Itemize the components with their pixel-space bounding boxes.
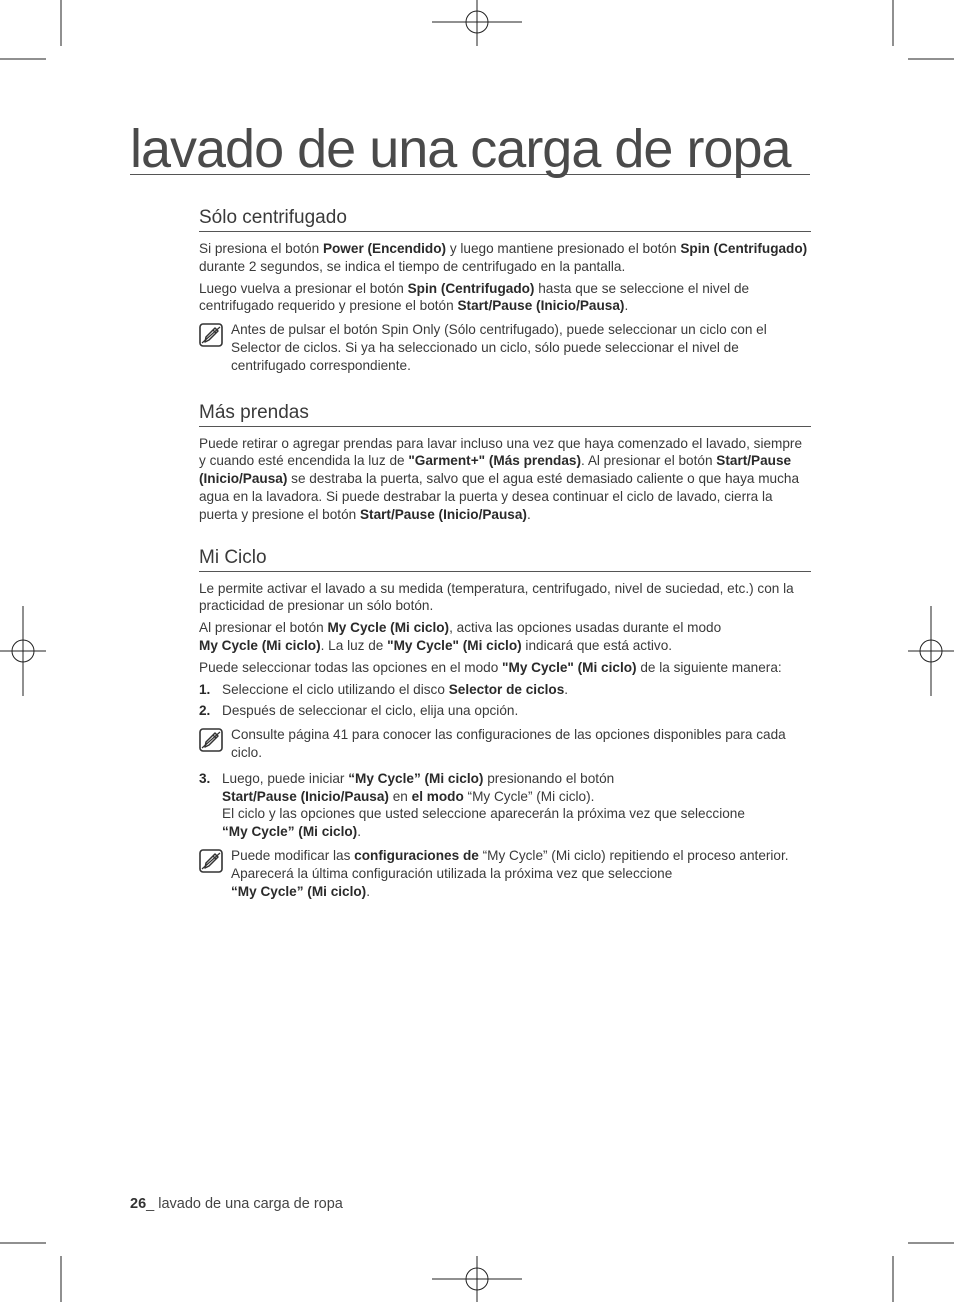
page-number: 26 bbox=[130, 1196, 147, 1212]
step-text: Seleccione el ciclo utilizando el disco Selector de ciclos. bbox=[222, 681, 569, 697]
note-pencil-icon bbox=[199, 323, 223, 347]
paragraph: Si presiona el botón Power (Encendido) y luego mantiene presionado el botón Spin (Centrifugado) durante 2 segundos, se indica el tiempo de centrifugado en la pantalla. bbox=[199, 241, 808, 274]
page-footer bbox=[130, 1196, 343, 1212]
step-number: 3. bbox=[199, 770, 211, 786]
page-title: lavado de una carga de ropa bbox=[130, 118, 810, 175]
page-content bbox=[199, 206, 811, 908]
list-item bbox=[199, 702, 811, 720]
step-number: 2. bbox=[199, 703, 211, 719]
paragraph: Luego vuelva a presionar el botón Spin (Centrifugado) hasta que se seleccione el nivel de centrifugado requerido y presione el botón Start/Pause (Inicio/Pausa). bbox=[199, 280, 750, 314]
paragraph: Le permite activar el lavado a su medida (temperatura, centrifugado, nivel de suciedad, etc.) con la practicidad de presionar un sólo botón. bbox=[199, 580, 794, 614]
step-text: Luego, puede iniciar “My Cycle” (Mi ciclo) presionando el botón Start/Pause (Inicio/Pausa) en el modo “My Cycle” (Mi ciclo). El ciclo y las opciones que usted seleccione aparecerán la próxima vez que seleccione “My Cycle” (Mi ciclo). bbox=[222, 770, 745, 840]
section-heading: Sólo centrifugado bbox=[199, 206, 811, 232]
list-item bbox=[199, 770, 811, 841]
section-mas-prendas bbox=[199, 401, 811, 524]
list-item bbox=[199, 681, 811, 699]
note-text: Consulte página 41 para conocer las configuraciones de las opciones disponibles para cada ciclo. bbox=[231, 727, 786, 760]
section-heading: Más prendas bbox=[199, 401, 811, 427]
paragraph: Puede seleccionar todas las opciones en el modo "My Cycle" (Mi ciclo) de la siguiente manera: bbox=[199, 659, 782, 675]
section-heading: Mi Ciclo bbox=[199, 546, 811, 572]
footer-text: _ lavado de una carga de ropa bbox=[146, 1196, 343, 1212]
step-text: Después de seleccionar el ciclo, elija una opción. bbox=[222, 703, 519, 719]
step-list bbox=[199, 681, 811, 721]
paragraph: Al presionar el botón My Cycle (Mi ciclo), activa las opciones usadas durante el modo My Cycle (Mi ciclo). La luz de "My Cycle" (Mi ciclo) indicará que está activo. bbox=[199, 620, 722, 653]
section-mi-ciclo bbox=[199, 546, 811, 901]
note-text: Puede modificar las configuraciones de “My Cycle” (Mi ciclo) repitiendo el proceso anterior. bbox=[231, 847, 789, 863]
note bbox=[199, 847, 811, 900]
paragraph: Puede retirar o agregar prendas para lavar incluso una vez que haya comenzado el lavado, siempre y cuando esté encendida la luz de "Garment+" (Más prendas). Al presionar el botón Start/Pause (Inicio/Pausa) se destraba la puerta, salvo que el agua esté demasiado caliente o que haya mucha agua en la lavadora. Si puede destrabar la puerta y desea continuar el ciclo de lavado, cierra la puerta y presione el botón Start/Pause (Inicio/Pausa). bbox=[199, 435, 803, 522]
step-number: 1. bbox=[199, 681, 211, 697]
note bbox=[199, 321, 811, 374]
note-pencil-icon bbox=[199, 728, 223, 752]
note-text: Antes de pulsar el botón Spin Only (Sólo centrifugado), puede seleccionar un ciclo con el Selector de ciclos. Si ya ha seleccionado un ciclo, sólo puede seleccionar el nivel de centrifugado correspondiente. bbox=[231, 322, 767, 373]
note-pencil-icon bbox=[199, 849, 223, 873]
step-list bbox=[199, 770, 811, 841]
note-text: Aparecerá la última configuración utilizada la próxima vez que seleccione “My Cycle” (Mi ciclo). bbox=[231, 865, 673, 899]
section-solo-centrifugado bbox=[199, 206, 811, 375]
note bbox=[199, 726, 811, 762]
